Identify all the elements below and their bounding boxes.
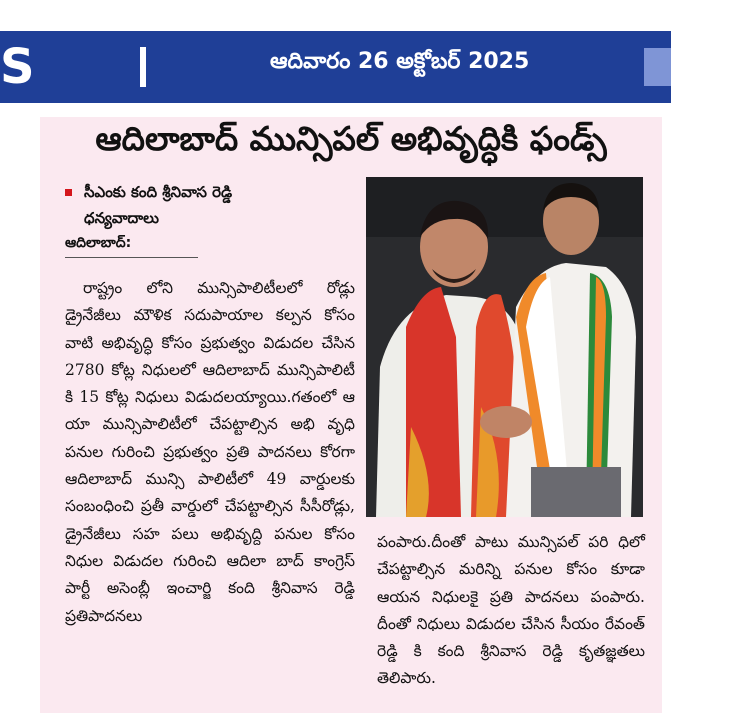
newspaper-header-bar <box>0 31 671 103</box>
subhead-line-2: ధన్యవాదాలు <box>84 209 159 227</box>
photo-two-men-image <box>366 177 643 517</box>
article-body-column-1: రాష్ట్రం లోని మున్సిపాలిటీలలో రోడ్లు డ్రైనేజీలు మౌళిక సదుపాయాల కల్పన కోసం వాటి అభివృద్ధి కోసం ప్రభుత్వం విడుదల చేసిన 2780 కోట్ల నిధులలో ఆదిలాబాద్ మున్సిపాలిటీ కి 15 కోట్ల నిధులు విడుదలయ్యాయి.గతంలో ఆ యా మున్సిపాలిటీలో చేపట్టాల్సిన అభి వృధి పనుల గురించి ప్రభుత్వం ప్రతి పాదనలు కోరగా ఆదిలాబాద్ మున్సి పాలిటీలో 49 వార్డులకు సంబంధించి ప్రతీ వార్డులో చేపట్టాల్సిన సీసీరోడ్లు, డ్రైనేజీలు సహ పలు అభివృద్ది పనుల కోసం నిధుల విడుదల గురించి ఆదిలా బాద్ కాంగ్రెస్ పార్టీ అసెంబ్లీ ఇంచార్జి కంది శ్రీనివాస రెడ్డి ప్రతిపాదనలు <box>65 279 355 625</box>
dateline-underline <box>65 257 198 258</box>
news-article <box>40 117 662 713</box>
header-accent-block <box>644 48 671 86</box>
bullet-icon <box>65 189 72 196</box>
article-dateline: ఆదిలాబాద్: <box>65 235 132 251</box>
article-body-column-2: పంపారు.దీంతో పాటు మున్సిపల్ పరి ధిలో చేపట్టాల్సిన మరిన్ని పనుల కోసం కూడా ఆయన నిధులకై ప్రతి పాదనలు పంపారు. దీంతో నిధులు విడుదల చేసిన సీయం రేవంత్ రెడ్డి కి కంది శ్రీనివాస రెడ్డి కృతజ్ఞతలు తెలిపారు. <box>377 533 645 688</box>
edition-date: ఆదివారం 26 అక్టోబర్ 2025 <box>270 49 530 74</box>
article-photo <box>366 177 643 517</box>
header-divider <box>140 47 146 87</box>
subhead-line-1: సీఎంకు కంది శ్రీనివాస రెడ్డి <box>84 183 233 201</box>
article-subheading <box>65 179 315 231</box>
masthead-logo-fragment: S <box>0 39 35 95</box>
article-headline: ఆదిలాబాద్ మున్సిపల్ అభివృద్ధికి ఫండ్స్ <box>95 119 607 158</box>
